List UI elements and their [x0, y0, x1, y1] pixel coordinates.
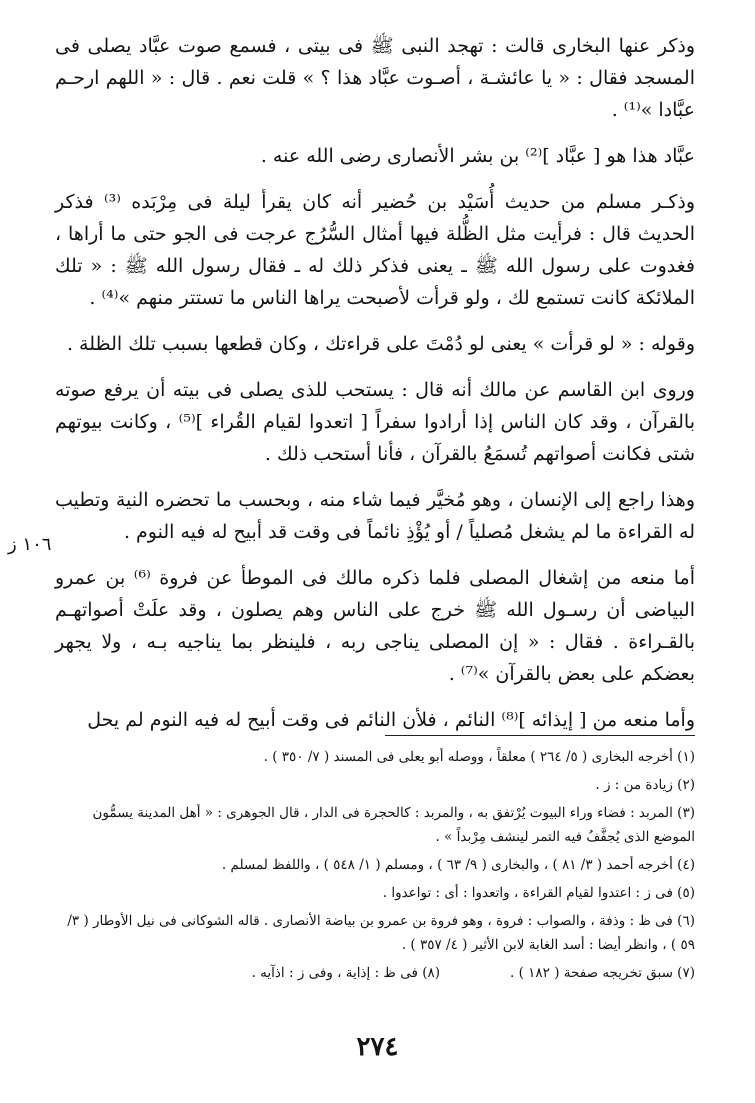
paragraph: وهذا راجع إلى الإنسان ، وهو مُخيَّر فيما شاء منه ، وبحسب ما تحضره النية وتطيب له القراءة ما لم يشغل مُصلياً / أو يُؤْذِ نائماً فى وقت قد أبيح له فيه النوم .: [55, 489, 695, 543]
main-text: [55, 30, 695, 750]
paragraph: عبَّاد هذا هو [ عبَّاد ]⁽²⁾ بن بشر الأنصارى رضى الله عنه .: [260, 145, 695, 167]
footnote: (٣) المربد : فضاء وراء البيوت يُرْتفق به ، والمربد : كالحجرة فى الدار ، قال الجوهرى : « أهل المدينة يسمُّون الموضع الذى يُجفَّفُ فيه التمر لينشف مِرْبداً » .: [92, 805, 695, 845]
footnote: (٨) فى ظ : إذاية ، وفى ز : اذآيه .: [251, 965, 441, 981]
footnote: (١) أخرجه البخارى ( ٥/ ٢٦٤ ) معلقاً ، ووصله أبو يعلى فى المسند ( ٧/ ٣٥٠ ) .: [263, 749, 695, 765]
footnote: (٥) فى ز : اعتدوا لقيام القراءة ، واتعدوا : أى : تواعدوا .: [382, 885, 695, 901]
paragraph: وأما منعه من [ إيذائه ]⁽⁸⁾ النائم ، فلأن النائم فى وقت أبيح له فيه النوم لم يحل: [87, 709, 695, 731]
paragraph: وقوله : « لو قرأت » يعنى لو دُمْتَ على قراءتك ، وكان قطعها بسبب تلك الظلة .: [66, 333, 695, 355]
page-number: ٢٧٤: [356, 1032, 399, 1062]
paragraph: أما منعه من إشغال المصلى فلما ذكره مالك فى الموطأ عن فروة ⁽⁶⁾ بن عمرو البياضى أن رسـول الله ﷺ خرج على الناس وهم يصلون ، وقد علَتْ أصواتهـم بالقـراءة . فقال : « إن المصلى يناجى ربه ، فلينظر بما يناجيه بـه ، ولا يجهر بعضكم على بعض بالقرآن »⁽⁷⁾ .: [55, 567, 695, 685]
footnote: (٤) أخرجه أحمد ( ٣/ ٨١ ) ، والبخارى ( ٩/ ٦٣ ) ، ومسلم ( ١/ ٥٤٨ ) ، واللفظ لمسلم .: [221, 857, 695, 873]
footnote: (٢) زيادة من : ز .: [595, 777, 695, 793]
footnote: (٧) سبق تخريجه صفحة ( ١٨٢ ) .: [510, 965, 695, 981]
footnote-pair: [55, 961, 695, 985]
paragraph: وذكـر مسلم من حديث أُسَيْد بن حُضير أنه كان يقرأ ليلة فى مِرْبَده ⁽³⁾ فذكر الحديث قال : فرأيت مثل الظُّلة فيها أمثال السُّرُج عرجت فى الجو حتى ما أراها ، فغدوت على رسول الله ﷺ ـ يعنى فذكر ذلك له ـ فقال رسول الله ﷺ : « تلك الملائكة كانت تستمع لك ، ولو قرأت لأصبحت يراها الناس ما تستتر منهم »⁽⁴⁾ .: [55, 191, 696, 309]
paragraph: وذكر عنها البخارى قالت : تهجد النبى ﷺ فى بيتى ، فسمع صوت عبَّاد يصلى فى المسجد فقال : « يا عائشـة ، أصـوت عبَّاد هذا ؟ » قلت نعم . قال : « اللهم ارحـم عبَّادا »⁽¹⁾ .: [55, 35, 695, 121]
footnote-divider: [385, 735, 695, 736]
paragraph: وروى ابن القاسم عن مالك أنه قال : يستحب للذى يصلى فى بيته أن يرفع صوته بالقرآن ، وقد كان الناس إذا أرادوا سفراً [ اتعدوا لقيام القُراء ]⁽⁵⁾ ، وكانت بيوتهم شتى فكانت أصواتهم تُسمَعُ بالقرآن ، فأنا أستحب ذلك .: [55, 379, 695, 465]
manuscript-folio-marker: ١٠٦ ز: [8, 534, 52, 555]
footnote: (٦) فى ظ : وذفة ، والصواب : فروة ، وهو فروة بن عمرو بن بياضة الأنصارى . قاله الشوكانى فى نيل الأوطار ( ٣/ ٥٩ ) ، وانظر أيضا : أسد الغابة لابن الأثير ( ٤/ ٣٥٧ ) .: [67, 913, 695, 953]
footnotes: [55, 745, 695, 989]
